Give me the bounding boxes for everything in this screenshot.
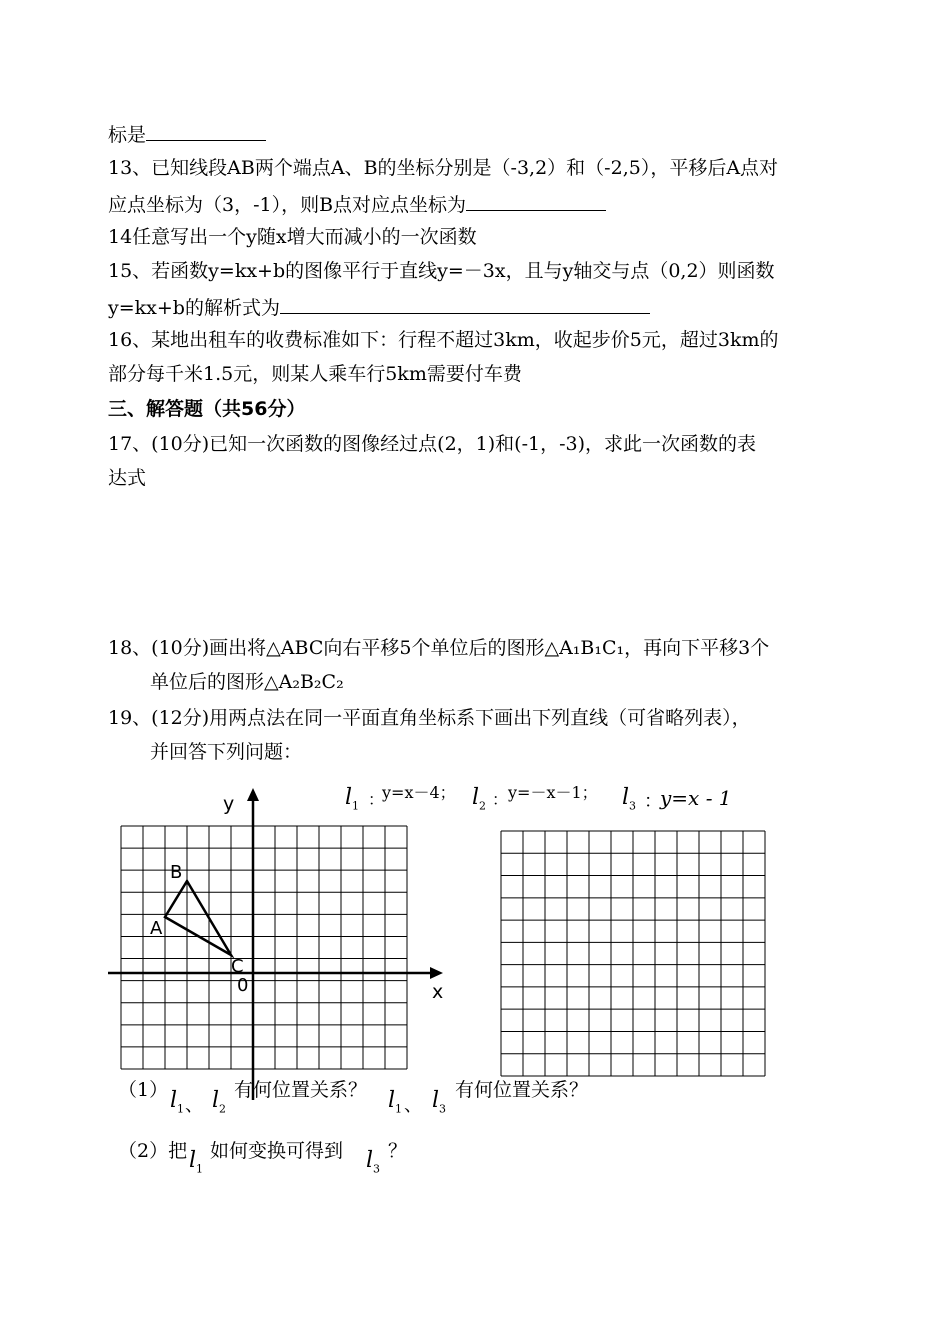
- l1-equation: y=x－4；: [382, 783, 456, 802]
- q13-text: 应点坐标为（3，-1），则B点对应点坐标为: [108, 194, 467, 216]
- part2-suffix: ？: [388, 1140, 408, 1162]
- part2-l1-symbol: $l_1$: [189, 1148, 204, 1176]
- part1-sep-a: 、: [185, 1095, 203, 1116]
- q12-text: 标是: [108, 124, 147, 146]
- part1-l3-symbol: $l_3$: [432, 1088, 447, 1116]
- q18-line2: 单位后的图形△A₂B₂C₂: [150, 671, 344, 693]
- l3-equation: y=x - 1: [660, 786, 732, 810]
- y-axis-arrow-icon: [247, 788, 259, 801]
- part1-l2-symbol: $l_2$: [212, 1088, 227, 1116]
- origin-label: 0: [237, 975, 249, 996]
- part2-prefix: （2）把: [118, 1140, 188, 1162]
- l2-symbol: $l_2$: [472, 785, 487, 813]
- x-axis-label: x: [432, 981, 444, 1003]
- point-c-label: C: [231, 956, 244, 977]
- q16-line2: 部分每千米1.5元，则某人乘车行5km需要付车费: [108, 363, 522, 385]
- point-a-label: A: [150, 918, 163, 939]
- q15-text: y=kx+b的解析式为: [108, 297, 280, 319]
- part1-l1-symbol-b: $l_1$: [388, 1088, 403, 1116]
- l1-colon: ：: [368, 790, 385, 809]
- q19-line2: 并回答下列问题：: [150, 741, 303, 763]
- right-grid[interactable]: [501, 831, 765, 1076]
- q17-line1: 17、(10分)已知一次函数的图像经过点(2，1)和(-1，-3)，求此一次函数的表: [108, 433, 757, 455]
- part1-question-a: 有何位置关系？: [234, 1079, 368, 1101]
- q17-line2: 达式: [108, 467, 147, 489]
- part1-question-b: 有何位置关系？: [455, 1079, 589, 1101]
- left-grid[interactable]: [121, 826, 407, 1069]
- q19-line1: 19、(12分)用两点法在同一平面直角坐标系下画出下列直线（可省略列表），: [108, 707, 751, 729]
- part1-prefix: （1）: [118, 1079, 169, 1101]
- l2-equation: y=－x－1；: [508, 783, 598, 802]
- point-b-label: B: [170, 862, 183, 883]
- x-axis-arrow-icon: [430, 967, 443, 979]
- l3-colon: ：: [644, 791, 662, 812]
- y-axis-label: y: [223, 793, 235, 815]
- q16-line1: 16、某地出租车的收费标准如下：行程不超过3km，收起步价5元，超过3km的: [108, 329, 779, 351]
- part2-middle: 如何变换可得到: [210, 1140, 344, 1162]
- q18-line1: 18、(10分)画出将△ABC向右平移5个单位后的图形△A₁B₁C₁，再向下平移3个: [108, 637, 770, 659]
- q13-line1: 13、已知线段AB两个端点A、B的坐标分别是（-3,2）和（-2,5），平移后A点对: [108, 157, 779, 179]
- l2-colon: ：: [492, 790, 509, 809]
- l3-symbol: $l_3$: [622, 785, 637, 813]
- q15-line1: 15、若函数y=kx+b的图像平行于直线y=－3x，且与y轴交与点（0,2）则函数: [108, 260, 775, 282]
- l1-symbol: $l_1$: [345, 785, 360, 813]
- q14-line: 14任意写出一个y随x增大而减小的一次函数: [108, 226, 477, 248]
- part1-l1-symbol: $l_1$: [170, 1088, 185, 1116]
- part2-l3-symbol: $l_3$: [366, 1148, 381, 1176]
- section3-heading: 三、解答题（共56分）: [108, 398, 306, 420]
- part1-sep-b: 、: [404, 1095, 422, 1116]
